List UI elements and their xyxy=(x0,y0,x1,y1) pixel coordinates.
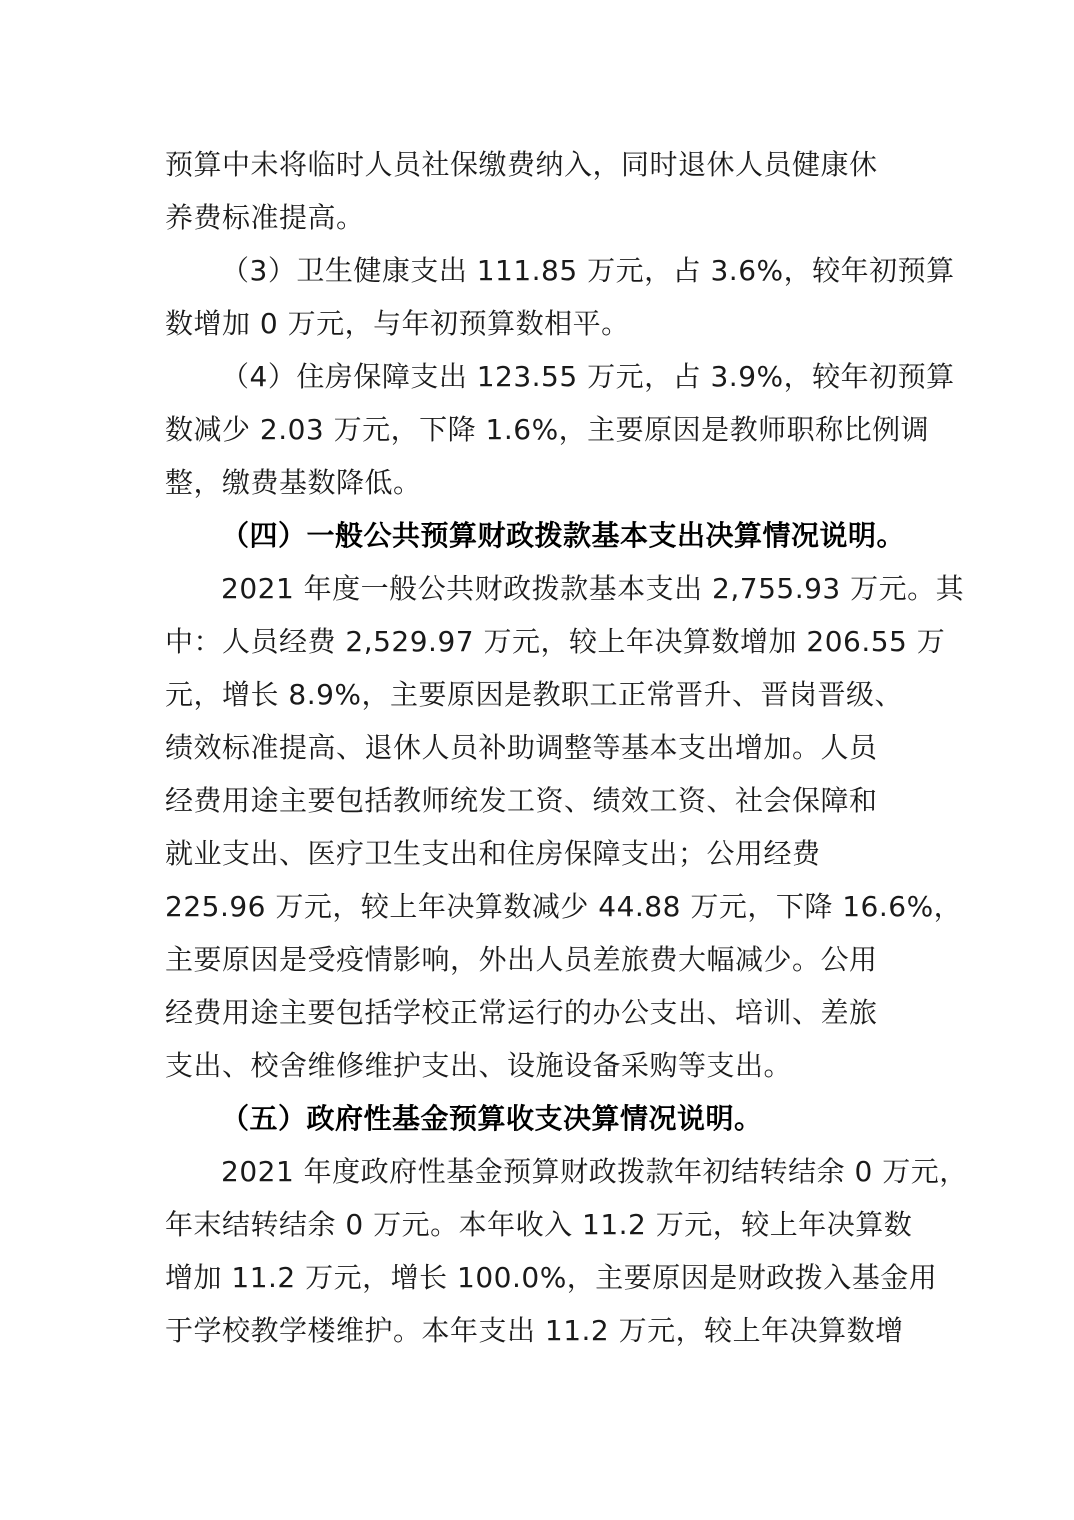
paragraph-line: 主要原因是受疫情影响，外出人员差旅费大幅减少。公用 xyxy=(165,943,878,976)
paragraph-line: 中：人员经费 2,529.97 万元，较上年决算数增加 206.55 万 xyxy=(165,625,946,658)
paragraph-line: 2021 年度一般公共财政拨款基本支出 2,755.93 万元。其 xyxy=(221,572,965,605)
paragraph-line: （3）卫生健康支出 111.85 万元，占 3.6%，较年初预算 xyxy=(221,254,955,287)
paragraph-line: 数增加 0 万元，与年初预算数相平。 xyxy=(165,307,630,340)
paragraph-line: 预算中未将临时人员社保缴费纳入，同时退休人员健康休 xyxy=(165,148,878,181)
paragraph-line: 支出、校舍维修维护支出、设施设备采购等支出。 xyxy=(165,1049,793,1082)
paragraph-line: 绩效标准提高、退休人员补助调整等基本支出增加。人员 xyxy=(165,731,878,764)
paragraph-line: 2021 年度政府性基金预算财政拨款年初结转结余 0 万元， xyxy=(221,1155,968,1188)
paragraph-line: 整，缴费基数降低。 xyxy=(165,466,422,499)
document-body xyxy=(165,138,968,1357)
paragraph-line: 增加 11.2 万元，增长 100.0%，主要原因是财政拨入基金用 xyxy=(165,1261,938,1294)
section-heading: （四）一般公共预算财政拨款基本支出决算情况说明。 xyxy=(221,519,906,552)
paragraph-line: （4）住房保障支出 123.55 万元，占 3.9%，较年初预算 xyxy=(221,360,955,393)
paragraph-line: 数减少 2.03 万元，下降 1.6%，主要原因是教师职称比例调 xyxy=(165,413,930,446)
section-heading: （五）政府性基金预算收支决算情况说明。 xyxy=(221,1102,763,1135)
paragraph-line: 225.96 万元，较上年决算数减少 44.88 万元，下降 16.6%， xyxy=(165,890,963,923)
paragraph-line: 元，增长 8.9%，主要原因是教职工正常晋升、晋岗晋级、 xyxy=(165,678,904,711)
paragraph-line: 经费用途主要包括学校正常运行的办公支出、培训、差旅 xyxy=(165,996,878,1029)
paragraph-line: 于学校教学楼维护。本年支出 11.2 万元，较上年决算数增 xyxy=(165,1314,904,1347)
paragraph-line: 经费用途主要包括教师统发工资、绩效工资、社会保障和 xyxy=(165,784,878,817)
paragraph-line: 就业支出、医疗卫生支出和住房保障支出；公用经费 xyxy=(165,837,821,870)
paragraph-line: 养费标准提高。 xyxy=(165,201,365,234)
paragraph-line: 年末结转结余 0 万元。本年收入 11.2 万元，较上年决算数 xyxy=(165,1208,913,1241)
